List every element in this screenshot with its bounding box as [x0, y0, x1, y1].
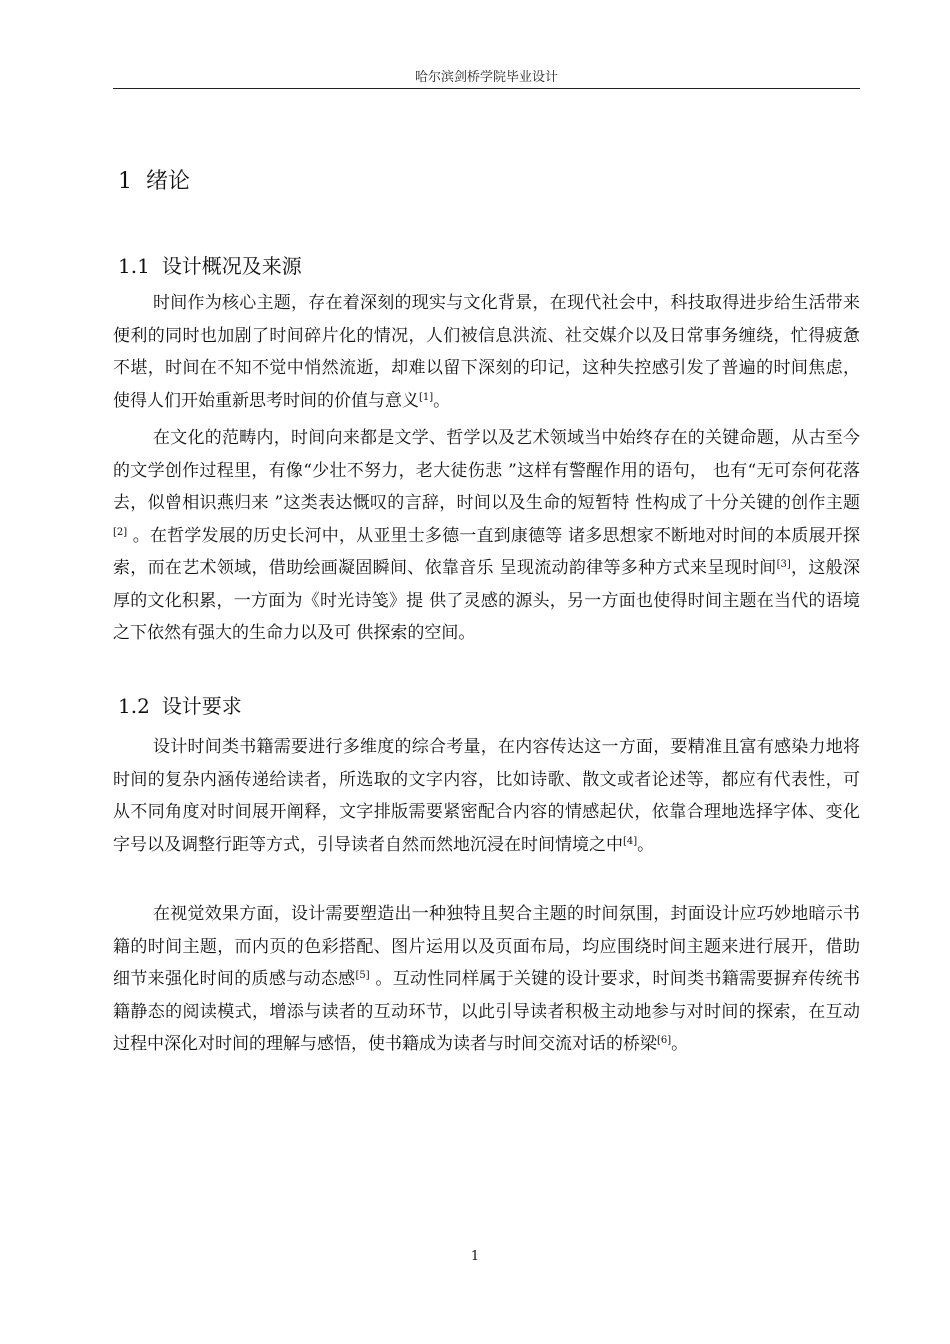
chapter-number: 1 — [118, 169, 132, 194]
paragraph-1-1-a — [113, 287, 860, 417]
paragraph-text: 。 — [671, 1034, 689, 1054]
paragraph-text: 在视觉效果方面，设计需要塑造出一种独特且契合主题的时间氛围，封面设计应巧妙地暗示书籍的时间主题，而内页的色彩搭配、图片运用以及页面布局，均应围绕时间主题来进行展开，借助细节来强化时间的质感与动态感 — [113, 904, 860, 989]
paragraph-text: 设计时间类书籍需要进行多维度的综合考量，在内容传达这一方面，要精准且富有感染力地将时间的复杂内涵传递给读者，所选取的文字内容，比如诗歌、散文或者论述等，都应有代表性，可从不同角度对时间展开阐释，文字排版需要紧密配合内容的情感起伏，依靠合理地选择字体、变化字号以及调整行距等方式，引导读者自然而然地沉浸在时间情境之中 — [113, 737, 860, 855]
chapter-title: 绪论 — [146, 169, 191, 194]
section-heading-1-2 — [118, 690, 242, 719]
citation-ref: [2] — [113, 526, 128, 538]
page-number: 1 — [470, 1249, 480, 1264]
section-heading-1-1 — [118, 250, 302, 279]
paragraph-tail: 。 — [637, 834, 655, 855]
section-number: 1.1 — [118, 254, 150, 278]
page-header: 哈尔滨剑桥学院毕业设计 — [414, 70, 558, 85]
citation-ref: [6] — [657, 1035, 672, 1046]
paragraph-text: 。在哲学发展的历史长河中，从亚里士多德一直到康德等 诸多思想家不断地对时间的本质展开探索，而在艺术领域，借助绘画凝固瞬间、依靠音乐 呈现流动韵律等多种方式来呈现时间 — [113, 525, 860, 578]
paragraph-1-2-b — [113, 898, 860, 1061]
section-title: 设计要求 — [161, 694, 242, 718]
header-rule — [113, 88, 860, 89]
paragraph-text: 时间作为核心主题，存在着深刻的现实与文化背景，在现代社会中，科技取得进步给生活带来便利的同时也加剧了时间碎片化的情况，人们被信息洪流、社交媒介以及日常事务缠绕，忙得疲惫不堪，时间在不知不觉中悄然流逝，却难以留下深刻的印记，这种失控感引发了普遍的时间焦虑，使得人们开始重新思考时间的价值与意义 — [113, 293, 860, 411]
paragraph-text: 。互动性同样属于关键的设计要求，时间类书籍需要摒弃传统书籍静态的阅读模式，增添与读者的互动环节，以此引导读者积极主动地参与对时间的探索，在互动过程中深化对时间的理解与感悟，使书籍成为读者与时间交流对话的桥梁 — [113, 969, 861, 1054]
paragraph-1-1-b — [113, 422, 860, 650]
paragraph-text: 在文化的范畴内，时间向来都是文学、哲学以及艺术领域当中始终存在的关键命题，从古至今的文学创作过程里，有像“少壮不努力，老大徒伤悲 ”这样有警醒作用的语句， 也有“无可奈何花落去，似曾相识燕归来 ”这类表达慨叹的言辞，时间以及生命的短暂特 性构成了十分关键的创作主题 — [113, 428, 860, 513]
section-title: 设计概况及来源 — [161, 254, 302, 278]
citation-ref: [3] — [776, 559, 791, 570]
paragraph-tail: 。 — [433, 390, 451, 411]
citation-ref: [5] — [355, 970, 370, 981]
section-number: 1.2 — [118, 694, 150, 718]
citation-ref: [4] — [623, 835, 638, 847]
paragraph-text: ，这般深厚的文化积累，一方面为《时光诗笺》提 供了灵感的源头，另一方面也使得时间主题在当代的语境之下依然有强大的生命力以及可 供探索的空间。 — [113, 558, 860, 643]
chapter-heading — [118, 164, 190, 195]
citation-ref: [1] — [419, 391, 434, 403]
paragraph-1-2-a — [113, 731, 860, 861]
